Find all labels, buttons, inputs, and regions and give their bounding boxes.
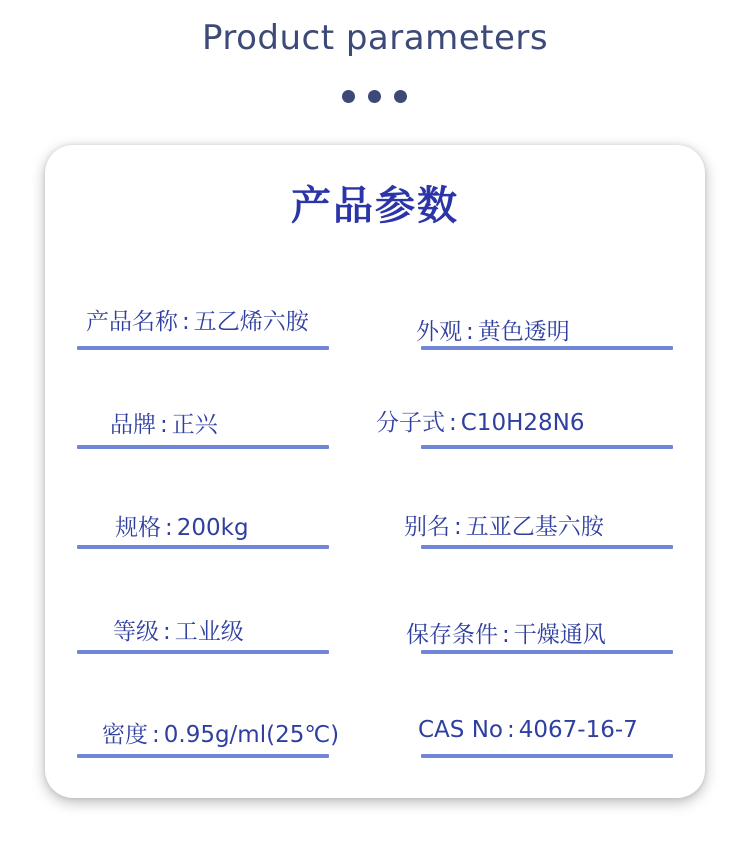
param-separator: : [152, 722, 160, 748]
param-separator: : [182, 309, 190, 335]
param-value: 五乙烯六胺 [193, 309, 309, 335]
param-label: 品牌 [110, 412, 156, 438]
parameters-card [45, 145, 705, 798]
dot-icon [368, 90, 381, 103]
param-separator: : [454, 514, 462, 540]
param-underline [421, 445, 673, 449]
param-separator: : [163, 619, 171, 645]
param-spec [115, 509, 249, 542]
card-title: 产品参数 [291, 183, 459, 229]
param-separator: : [466, 319, 474, 345]
param-underline [421, 346, 673, 350]
dot-icon [342, 90, 355, 103]
page-title: Product parameters [201, 18, 549, 58]
param-value: 五亚乙基六胺 [465, 514, 604, 540]
param-label: 保存条件 [406, 622, 498, 648]
param-underline [421, 754, 673, 758]
param-underline [77, 754, 329, 758]
param-underline [421, 545, 673, 549]
param-value: 黄色透明 [477, 319, 570, 345]
param-label: 产品名称 [86, 309, 178, 335]
param-label: 别名 [404, 514, 450, 540]
param-value: 干燥通风 [513, 622, 606, 648]
param-separator: : [160, 412, 168, 438]
param-brand [110, 406, 218, 439]
param-cas-no [418, 717, 638, 743]
param-underline [421, 650, 673, 654]
param-label: 分子式 [376, 410, 445, 436]
param-underline [77, 346, 329, 350]
param-underline [77, 545, 329, 549]
param-label: 密度 [102, 722, 148, 748]
param-separator: : [165, 515, 173, 541]
param-product-name [86, 303, 309, 336]
param-underline [77, 650, 329, 654]
param-label: 等级 [113, 619, 159, 645]
param-value: 工业级 [174, 619, 244, 645]
param-formula [376, 404, 584, 437]
param-label: 规格 [115, 515, 161, 541]
param-value: C10H28N6 [460, 410, 585, 436]
param-separator: : [502, 622, 510, 648]
param-separator: : [506, 717, 515, 743]
param-label: 外观 [416, 319, 462, 345]
param-density [102, 716, 339, 749]
param-separator: : [449, 410, 457, 436]
param-label: CAS No [418, 717, 503, 743]
param-alias [404, 508, 604, 541]
param-grade [113, 613, 244, 646]
dot-icon [394, 90, 407, 103]
param-storage [406, 616, 606, 649]
param-appearance [416, 313, 570, 346]
param-value: 200kg [176, 515, 249, 541]
param-value: 0.95g/ml(25℃) [163, 722, 340, 748]
param-value: 4067-16-7 [518, 717, 638, 743]
param-value: 正兴 [171, 412, 218, 438]
dots-divider [342, 90, 408, 104]
param-underline [77, 445, 329, 449]
